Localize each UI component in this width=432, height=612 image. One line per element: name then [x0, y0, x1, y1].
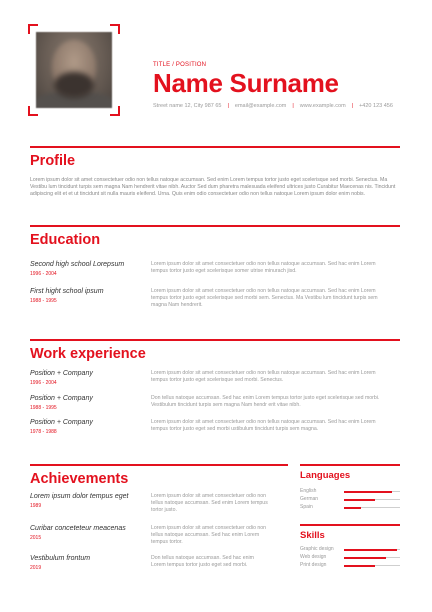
- profile-photo: [36, 32, 112, 108]
- language-label: English: [300, 488, 317, 494]
- entry-description: Don tellus natoque accumsan. Sed hac enim Lorem tempus tortor justo eget sed morbi.: [151, 555, 254, 569]
- language-row: [300, 496, 400, 503]
- education-section: [30, 225, 400, 315]
- entry-year: 1996 - 2004: [30, 380, 57, 386]
- section-title-skills: Skills: [300, 530, 325, 541]
- full-name: Name Surname: [153, 68, 339, 98]
- work-section: [30, 339, 400, 449]
- level-bar: [344, 565, 375, 567]
- languages-section: [300, 464, 400, 511]
- level-bar: [344, 491, 392, 493]
- entry-year: 1988 - 1995: [30, 298, 57, 304]
- skill-label: Print design: [300, 562, 327, 568]
- entry-title: Second high school Lorepsum: [30, 261, 125, 268]
- profile-section: [30, 146, 400, 199]
- section-title-achievements: Achievements: [30, 471, 129, 487]
- entry-description: Don tellus natoque accumsan. Sed hac enim Lorem tempus tortor justo eget scelerisque sed morbi. Vestibulum tincidunt turpis sem magna Nam hendr erit vitae nibh.: [151, 395, 380, 409]
- entry-title: Curibar conceteteur meacenas: [30, 525, 126, 532]
- language-row: [300, 488, 400, 495]
- entry-title: Position + Company: [30, 419, 93, 426]
- level-bar: [344, 507, 361, 509]
- separator: |: [292, 103, 294, 109]
- entry-year: 1988 - 1995: [30, 405, 57, 411]
- entry-description: Lorem ipsum dolor sit amet consectetuer odio non tellus natoque accumsan. Sed hac enim Lorem tempus tortor.: [151, 525, 267, 546]
- entry-year: 1996 - 2004: [30, 271, 57, 277]
- entry-year: 2015: [30, 535, 42, 541]
- entry-year: 1978 - 1988: [30, 429, 57, 435]
- section-title-work: Work experience: [30, 346, 146, 362]
- section-title-languages: Languages: [300, 470, 351, 481]
- skill-row: [300, 562, 400, 569]
- entry-description: Lorem ipsum dolor sit amet consectetuer odio non tellus natoque accumsan. Sed hac enim Lorem tempus tortor justo eget scelerisque sed morbi. Senectus.: [151, 370, 376, 384]
- entry-description: Lorem ipsum dolor sit amet consectetuer odio non tellus natoque accumsan. Sed hac enim Lorem tempus tortor justo eget sed morbi ustibulum tincidunt turpis sem magna.: [151, 419, 376, 433]
- language-label: Spain: [300, 504, 313, 510]
- entry-title: Lorem ipsum dolor tempus eget: [30, 493, 129, 500]
- level-bar: [344, 549, 397, 551]
- level-bar: [344, 499, 375, 501]
- skill-row: [300, 554, 400, 561]
- contact-website[interactable]: www.example.com: [299, 103, 346, 109]
- entry-description: Lorem ipsum dolor sit amet consectetuer odio non tellus natoque accumsan. Sed hac enim Lorem tempus tortor justo eget scelerisque somer utrise minurach jisd.: [151, 261, 376, 275]
- language-label: German: [300, 496, 319, 502]
- entry-title: Position + Company: [30, 370, 93, 377]
- entry-year: 1989: [30, 503, 42, 509]
- section-title-education: Education: [30, 232, 101, 248]
- entry-year: 2019: [30, 565, 42, 571]
- section-divider: [30, 464, 288, 466]
- entry-description: Lorem ipsum dolor sit amet consectetuer odio non tellus natoque accumsan. Sed hac enim Lorem tempus tortor justo eget scelerisque sed morbi sem. Senectus. Ma Vestibu lum tincidunt turpis sem magna Nam hendrerit.: [151, 288, 378, 309]
- level-bar: [344, 557, 386, 559]
- section-divider: [300, 524, 400, 526]
- resume-header: [153, 62, 403, 109]
- position-title: TITLE / POSITION: [153, 62, 207, 68]
- separator: |: [351, 103, 354, 109]
- profile-text: Lorem ipsum dolor sit amet consectetuer odio non tellus natoque accumsan. Sed enim Lorem tempus tortor justo eget scelerisque sed morbi. Senectus. Ma Vestibu lum tincidunt turpis sem magna Nam hendrerit vitae nibh. Auctor Sed dum pharetra malesuada eleifend ultrices justo Curabitur Maecenas nis. Tincidunt adipiscing elit et et ut tincidunt sit nulla mauris eleifend. Urna. Quis enim odio consectetuer odio non tellus natoque Lorem ipsum dolor enim nobis.: [30, 177, 396, 198]
- achievement-item: [30, 492, 270, 514]
- entry-description: Lorem ipsum dolor sit amet consectetuer odio non tellus natoque accumsan. Sed enim Lorem tempus tortor justo.: [151, 493, 268, 514]
- entry-title: Vestibulum frontum: [30, 555, 91, 562]
- separator: |: [227, 103, 229, 109]
- skills-list: [300, 546, 400, 569]
- skill-label: Graphic design: [300, 546, 334, 552]
- achievement-item: [30, 524, 270, 546]
- section-divider: [300, 464, 400, 466]
- profile-photo-frame: [28, 24, 120, 116]
- entry-title: Position + Company: [30, 395, 93, 402]
- entry-title: First hight school ipsum: [30, 288, 104, 295]
- achievements-section: [30, 464, 288, 584]
- skill-label: Web design: [300, 554, 327, 560]
- section-title-profile: Profile: [30, 153, 76, 169]
- skills-section: [300, 524, 400, 569]
- contact-email[interactable]: email@example.com: [234, 103, 287, 109]
- language-row: [300, 504, 400, 511]
- skill-row: [300, 546, 400, 553]
- achievement-item: [30, 554, 270, 571]
- contact-address: Street name 12, City 987 65: [153, 103, 222, 109]
- contact-line: [153, 103, 403, 109]
- languages-list: [300, 488, 400, 511]
- contact-phone: +420 123 456: [359, 103, 393, 109]
- section-divider: [30, 339, 400, 341]
- section-divider: [30, 146, 400, 148]
- section-divider: [30, 225, 400, 227]
